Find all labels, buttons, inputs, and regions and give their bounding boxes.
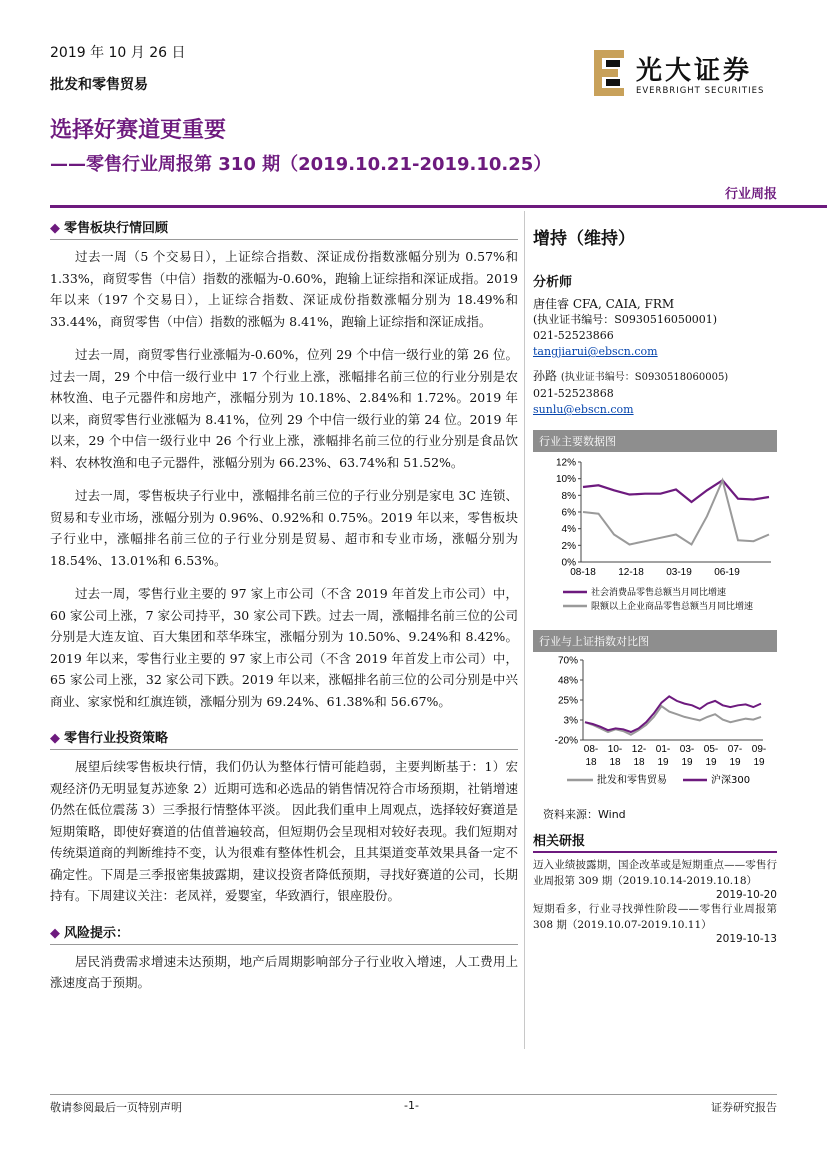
x-tick-label: 03-19 bbox=[666, 567, 692, 578]
report-date: 2019 年 10 月 26 日 bbox=[50, 45, 186, 61]
legend-label: 社会消费品零售总额当月同比增速 bbox=[591, 588, 727, 598]
logo-text-cn: 光大证券 bbox=[636, 56, 753, 86]
footer-disclaimer: 敬请参阅最后一页特别声明 bbox=[50, 1101, 182, 1114]
y-tick-label: 3% bbox=[563, 715, 578, 727]
analyst-heading: 分析师 bbox=[533, 275, 573, 290]
paragraph: 过去一周，零售板块子行业中，涨幅排名前三位的子行业分别是家电 3C 连锁、贸易和专业市场，涨幅分别为 0.96%、0.92%和 0.75%。2019 年以来，零售板块子行业中，涨幅排名前三位的子行业分别是贸易、超市和专业市场，涨幅分别为 18.54%、13.01%和 6.53%。 bbox=[50, 488, 518, 568]
y-tick-label: -20% bbox=[554, 735, 578, 747]
analyst-license: (执业证书编号：S0930516050001) bbox=[533, 313, 718, 326]
logo-text-en: EVERBRIGHT SECURITIES bbox=[636, 86, 765, 96]
paragraph: 居民消费需求增速未达预期，地产后周期影响部分子行业收入增速，人工费用上涨速度高于预期。 bbox=[50, 953, 518, 990]
section-heading: 风险提示： bbox=[64, 925, 130, 941]
chart2-title: 行业与上证指数对比图 bbox=[533, 630, 777, 652]
paragraph: 过去一周，零售行业主要的 97 家上市公司（不含 2019 年首发上市公司）中，60 家公司上涨，7 家公司持平，30 家公司下跌。过去一周，涨幅排名前三位的公司分别是大连友谊、百大集团和萃华珠宝，涨幅分别为 10.50%、9.24%和 8.42%。2019 年以来，零售行业主要的 97 家上市公司（不含 2019 年首发上市公司）中，65 家公司上涨，32 家公司下跌。2019 年以来，涨幅排名前三位的公司分别是中兴商业、家家悦和红旗连锁，涨幅分别为 69.24%、61.38%和 56.67%。 bbox=[50, 586, 518, 709]
diamond-bullet-icon: ◆ bbox=[50, 221, 60, 236]
y-tick-label: 70% bbox=[557, 655, 578, 667]
series-line bbox=[583, 480, 769, 502]
x-tick-label: 12-18 bbox=[618, 567, 644, 578]
x-tick-label: 09- bbox=[751, 744, 767, 755]
section-heading: 零售行业投资策略 bbox=[64, 731, 169, 746]
y-tick-label: 12% bbox=[555, 457, 576, 469]
chart2-svg bbox=[533, 652, 777, 800]
y-tick-label: 4% bbox=[561, 524, 576, 536]
analyst-phone: 021-52523868 bbox=[533, 387, 614, 400]
main-column bbox=[50, 214, 518, 1006]
y-tick-label: 10% bbox=[555, 474, 576, 486]
x-tick-label: 08-18 bbox=[570, 567, 596, 578]
legend-label: 限额以上企业商品零售总额当月同比增速 bbox=[591, 602, 754, 612]
column-divider bbox=[524, 211, 525, 1049]
analyst-credentials: CFA, CAIA, FRM bbox=[572, 297, 675, 311]
y-tick-label: 2% bbox=[561, 540, 576, 552]
x-tick-label: 19 bbox=[657, 757, 669, 768]
legend-label: 批发和零售贸易 bbox=[597, 775, 667, 786]
series-line bbox=[585, 706, 761, 735]
chart2-container bbox=[533, 652, 777, 804]
sidebar bbox=[533, 214, 777, 945]
chart1-title: 行业主要数据图 bbox=[533, 430, 777, 452]
related-heading: 相关研报 bbox=[533, 830, 777, 853]
paragraph: 过去一周（5 个交易日），上证综合指数、深证成份指数涨幅分别为 0.57%和 1.33%，商贸零售（中信）指数的涨幅为-0.60%，跑输上证综指和深证成指。2019 年以来（197 个交易日），上证综合指数、深证成份指数涨幅分别为 18.49%和 33.44%，商贸零售（中信）指数的涨幅为 8.41%，跑输上证综指和深证成指。 bbox=[50, 249, 518, 329]
x-tick-label: 10- bbox=[607, 744, 623, 755]
section-strategy bbox=[50, 724, 518, 907]
x-tick-label: 18 bbox=[633, 757, 645, 768]
series-line bbox=[585, 696, 761, 732]
analyst-name: 唐佳睿 bbox=[533, 297, 570, 311]
x-tick-label: 12- bbox=[631, 744, 647, 755]
x-tick-label: 19 bbox=[729, 757, 741, 768]
section-market-review bbox=[50, 214, 518, 712]
related-report-date: 2019-10-13 bbox=[715, 933, 777, 945]
y-tick-label: 6% bbox=[561, 507, 576, 519]
section-heading: 零售板块行情回顾 bbox=[64, 221, 169, 236]
x-tick-label: 01- bbox=[655, 744, 671, 755]
report-type: 行业周报 bbox=[724, 187, 777, 202]
x-tick-label: 05- bbox=[703, 744, 719, 755]
header-divider bbox=[50, 205, 827, 208]
analyst-email-link[interactable]: sunlu@ebscn.com bbox=[533, 403, 634, 416]
report-title: 选择好赛道更重要 bbox=[50, 118, 227, 143]
rating: 增持（维持） bbox=[533, 229, 635, 249]
section-risk bbox=[50, 919, 518, 994]
analyst-license: (执业证书编号：S0930518060005) bbox=[560, 372, 729, 383]
x-tick-label: 19 bbox=[705, 757, 717, 768]
analyst-name: 孙路 bbox=[533, 369, 558, 383]
x-tick-label: 07- bbox=[727, 744, 743, 755]
chart-source: 资料来源：Wind bbox=[543, 808, 626, 821]
footer-report-label: 证券研究报告 bbox=[711, 1101, 777, 1114]
legend-label: 沪深300 bbox=[711, 775, 751, 786]
x-tick-label: 06-19 bbox=[714, 567, 740, 578]
x-tick-label: 19 bbox=[681, 757, 693, 768]
x-tick-label: 18 bbox=[609, 757, 621, 768]
paragraph: 过去一周，商贸零售行业涨幅为-0.60%，位列 29 个中信一级行业的第 26 位。过去一周，29 个中信一级行业中 17 个行业上涨，涨幅排名前三位的行业分别是农林牧渔、电子元器件和房地产，涨幅分别为 10.18%、2.84%和 1.72%。2019 年以来，商贸零售行业涨幅为 8.41%，位列 29 个中信一级行业的第 24 位。2019 年以来，29 个中信一级行业中 26 个行业上涨，涨幅排名前三位的行业分别是食品饮料、农林牧渔和电子元器件，涨幅分别为 66.23%、63.74%和 51.52%。 bbox=[50, 347, 518, 470]
footer-divider bbox=[50, 1094, 777, 1095]
page-number: -1- bbox=[404, 1099, 419, 1112]
x-tick-label: 08- bbox=[583, 744, 599, 755]
chart1-svg bbox=[533, 452, 777, 612]
sector-name: 批发和零售贸易 bbox=[50, 77, 148, 93]
everbright-logo-icon bbox=[594, 50, 628, 96]
y-tick-label: 25% bbox=[557, 695, 578, 707]
x-tick-label: 03- bbox=[679, 744, 695, 755]
diamond-bullet-icon: ◆ bbox=[50, 925, 60, 941]
report-subtitle: ——零售行业周报第 310 期（2019.10.21-2019.10.25） bbox=[50, 154, 552, 175]
related-report-link[interactable]: 短期看多，行业寻找弹性阶段——零售行业周报第 308 期（2019.10.07-2019.10.11） bbox=[533, 903, 777, 931]
analyst-phone: 021-52523866 bbox=[533, 329, 614, 342]
chart1-container bbox=[533, 452, 777, 616]
related-report-date: 2019-10-20 bbox=[715, 889, 777, 901]
y-tick-label: 48% bbox=[557, 675, 578, 687]
paragraph: 展望后续零售板块行情，我们仍认为整体行情可能趋弱，主要判断基于：1）宏观经济仍无明显复苏迹象 2）近期可选和必选品的销售情况符合市场预期，社销增速仍然在低位震荡 3）三季报行情整体平淡。 因此我们重申上周观点，选择较好赛道是短期策略，即使好赛道的估值普遍较高，但短期仍会呈现相对较好表现。我们短期对传统渠道商的判断维持不变，认为很难有整体性机会，且其渠道变革效果具备一定不确定性。下周是三季报密集披露期，建议投资者降低预期，寻找好赛道的公司，长期持有。下周建议关注：老凤祥，爱婴室，华致酒行，银座股份。 bbox=[50, 759, 518, 903]
related-report-link[interactable]: 迈入业绩披露期，国企改革或是短期重点——零售行业周报第 309 期（2019.10.14-2019.10.18） bbox=[533, 859, 777, 887]
y-tick-label: 8% bbox=[561, 490, 576, 502]
x-tick-label: 19 bbox=[753, 757, 765, 768]
analyst-email-link[interactable]: tangjiarui@ebscn.com bbox=[533, 345, 658, 358]
x-tick-label: 18 bbox=[585, 757, 597, 768]
y-tick-label: 0% bbox=[561, 557, 576, 569]
diamond-bullet-icon: ◆ bbox=[50, 731, 60, 746]
